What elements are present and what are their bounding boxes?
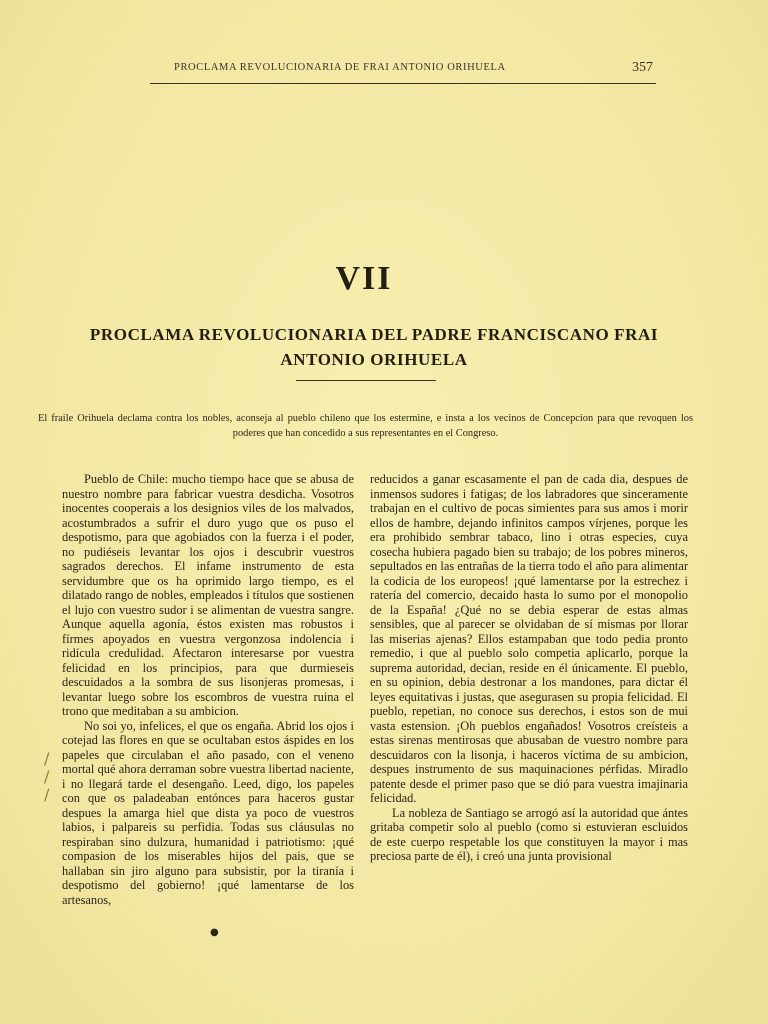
chapter-number: VII	[335, 260, 393, 297]
paragraph: Pueblo de Chile: mucho tiempo hace que se abusa de nuestro nombre para fabricar vuestra desdicha. Vosotros inocentes cooperais a los designios viles de los malvados, acostumbrados a sufrir el duro yugo que os puso el despotismo, para que agobiados con la fuerza i el poder, no pudiéseis levantar los ojos i descubrir vuestros sagrados derechos. El infame instrumento de esta servidumbre que os ha oprimido largo tiempo, es el dilatado rango de nobles, empleados i títulos que sostienen el lujo con vuestro sudor i se alimentan de vuestra sangre. Aunque aquella agonía, éstos existen mas robustos i fírmes apoyados en vuestra vergonzosa indolencia i ridícula credulidad. Afectaron interesarse por vuestra felicidad en los principios, para que durmieseis descuidados a la sombra de sus lisonjeras promesas, i levantar luego sobre los escombros de vuestra ruina el trono que meditaban a su ambicion.	[62, 472, 354, 718]
header-rule	[150, 83, 656, 84]
paragraph: No soi yo, infelices, el que os engaña. Abrid los ojos i cotejad las flores en que se ocultaban estos áspides en los papeles que circulaban el año pasado, con el veneno mortal qué ahora derraman sobre vuestra libertad naciente, i no llegará tarde el desengaño. Leed, digo, los papeles con que os paladeaban entónces para haceros gustar despues la amarga hiel que dista ya poco de vuestros labios, i palpareis su perfidia. Todas sus cláusulas no respiraban sino dulzura, humanidad i patriotismo: ¡qué compasion de los miserables hijos del pais, que se hallaban sin jiro alguno para subsistir, por la tiranía i despotismo del gobierno! ¡qué lamentarse de los artesanos,	[62, 718, 354, 907]
running-title: PROCLAMA REVOLUCIONARIA DE FRAI ANTONIO ORIHUELA	[174, 62, 506, 73]
paragraph: reducidos a ganar escasamente el pan de cada dia, despues de inmensos sudores i fatigas; de los labradores que sinceramente trabajan en el cultivo de pocas simientes para sus amos i morir ellos de hambre, dejando infinitos campos vírjenes, porque les era prohibido sembrar tabaco, lino i otras especies, cuya cosecha hubiera pagado bien su trabajo; de los pobres mineros, sepultados en las entrañas de la tierra todo el año para alimentar la codicia de los europeos! ¡qué lamentarse por la estrechez i ratería del comercio, decaido hasta lo sumo por el monopolio de la España! ¿Qué no se debia esperar de estas almas sensibles, que al parecer se olvidaban de sí mismas por llorar las miserias ajenas? Ellos estampaban que todo pedia pronto remedio, i que al pueblo solo competia aplicarlo, porque la suprema autoridad, decian, reside en él únicamente. El pueblo, en su opinion, debia destronar a los mandones, para dictar él leyes equitativas i justas, que asegurasen su propia felicidad. El pueblo, repetian, no conoce sus derechos, i estos son de mui vasta estension. ¡Oh pueblos engañados! Vosotros creísteis a estas sirenas mentirosas que abusaban de vuestro nombre para descuidaros con la lisonja, i haceros víctima de su ambicion, despues instrumento de sus maquinaciones pérfidas. Miradlo patente desde el primer paso que se dió para vuestra imajinaria felicidad.	[370, 472, 688, 805]
paragraph: La nobleza de Santiago se arrogó así la autoridad que ántes gritaba competir solo al pueblo (como si estuvieran escluidos de este cuerpo respetable los que constituyen la mayor i mas preciosa parte de él), i creó una junta provisional	[370, 805, 688, 863]
footer-dot: ●	[210, 927, 219, 938]
margin-pencil-mark: / / /	[44, 749, 50, 804]
title-rule	[296, 380, 436, 381]
right-column	[370, 472, 688, 864]
page-number: 357	[632, 60, 653, 75]
chapter-title: PROCLAMA REVOLUCIONARIA DEL PADRE FRANCISCANO FRAI ANTONIO ORIHUELA	[89, 325, 659, 369]
left-column	[62, 472, 354, 907]
chapter-summary: El fraile Orihuela declama contra los nobles, aconseja al pueblo chileno que los estermine, e insta a los vecinos de Concepcion para que revoquen los poderes que han concedido a sus representantes en el Congreso.	[38, 413, 693, 439]
